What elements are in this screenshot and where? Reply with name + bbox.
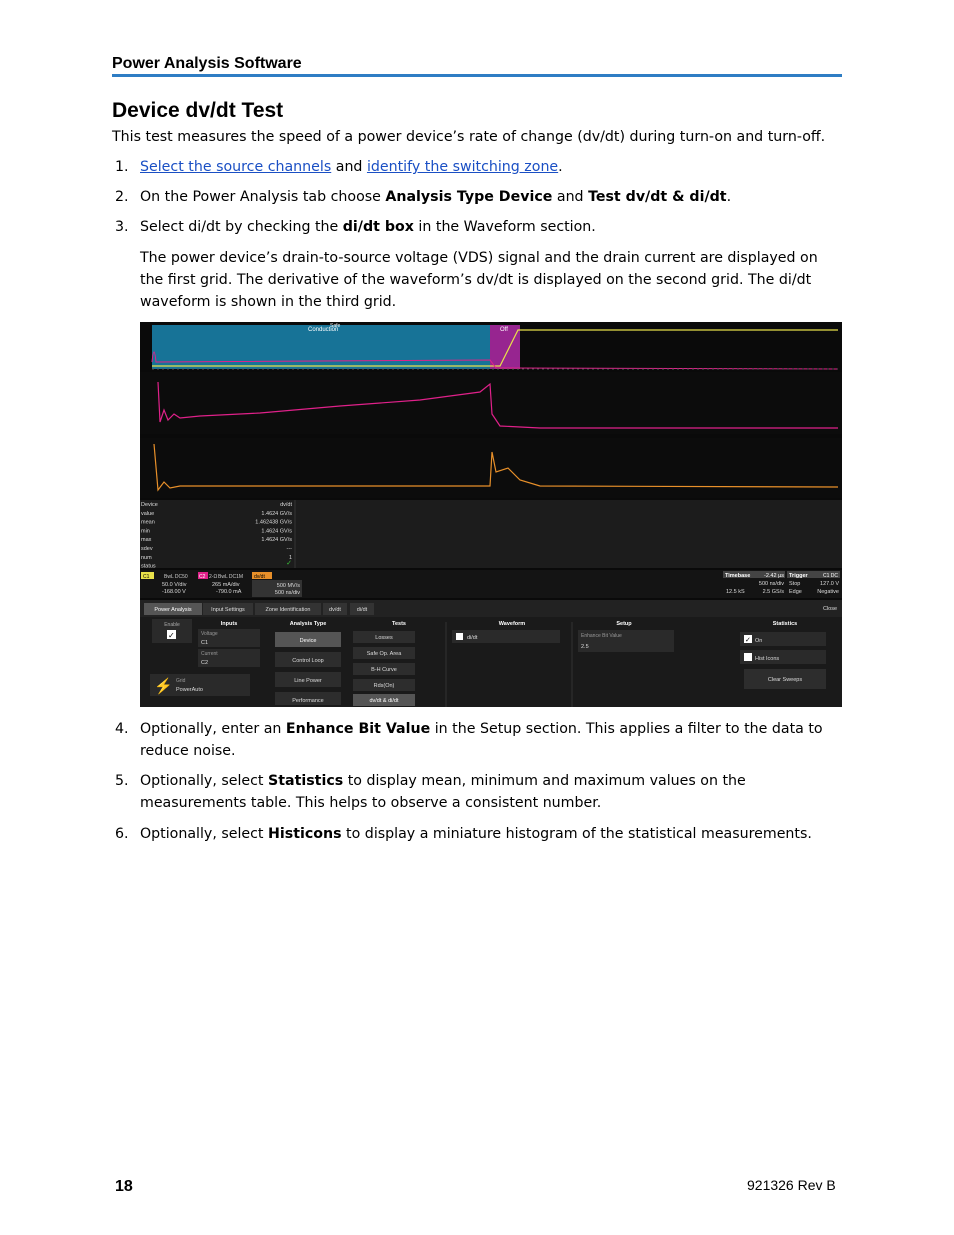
- step-bold: Analysis Type Device: [385, 189, 553, 205]
- tests-header: Tests: [392, 621, 406, 627]
- step-bold: Statistics: [268, 773, 344, 789]
- identify-switching-zone-link[interactable]: identify the switching zone: [366, 159, 559, 175]
- inputs-header: Inputs: [220, 621, 238, 627]
- check-icon: ✓: [168, 631, 175, 640]
- step-text: Optionally, enter an: [140, 721, 286, 737]
- step-text: .: [558, 159, 563, 175]
- grid-value: PowerAuto: [176, 687, 203, 693]
- ch2-prefix: 2-Ω: [209, 574, 218, 580]
- stats-on-label: On: [755, 638, 763, 644]
- tests-button-label: Rds(On): [373, 683, 395, 689]
- histicons-checkbox[interactable]: [744, 653, 752, 661]
- zone-off-label: Off: [500, 327, 508, 333]
- timebase-samples: 12.5 kS: [726, 589, 745, 595]
- measurement-label: Device: [141, 502, 158, 508]
- step-bold: di/dt box: [342, 219, 414, 235]
- trigger-type: Edge: [789, 589, 802, 595]
- header-rule: [112, 74, 842, 77]
- measurement-table-background: [140, 500, 842, 568]
- step-text: .: [726, 189, 732, 205]
- trigger-mode: Stop: [789, 581, 801, 587]
- dvdt-time: 500 ns/div: [274, 590, 300, 596]
- step-bold: Histicons: [268, 826, 342, 842]
- step-number: 5.: [115, 773, 129, 789]
- timebase-label: Timebase: [725, 573, 751, 579]
- tab-label: Zone Identification: [265, 607, 311, 613]
- measurement-value: 1.4624 GV/s: [261, 510, 292, 517]
- section-title: Device dv/dt Test: [112, 99, 284, 122]
- measurement-label: num: [141, 554, 152, 561]
- step-text: to display mean, minimum and maximum values on the measurements table. This helps to observe a consistent number.: [140, 773, 746, 811]
- tab-label: Input Settings: [211, 607, 245, 613]
- analysis-button-label: Device: [299, 638, 317, 644]
- description-paragraph: The power device’s drain-to-source voltage (VDS) signal and the drain current are displayed on the first grid. The derivative of the waveform’s dv/dt is displayed on the second grid. The di/dt waveform is shown in the third grid.: [140, 250, 818, 310]
- step-number: 1.: [115, 159, 129, 175]
- tests-button-label: dv/dt & di/dt: [369, 698, 399, 704]
- measurement-value: 1.4624 GV/s: [261, 528, 292, 535]
- step-text: Optionally, select: [140, 773, 269, 789]
- enable-label: Enable: [164, 622, 180, 628]
- histicons-label: Hist Icons: [755, 656, 780, 662]
- header-title: Power Analysis Software: [112, 55, 302, 72]
- stats-on-field[interactable]: [740, 632, 826, 646]
- close-button[interactable]: Close: [822, 606, 837, 612]
- analysis-button-label: Performance: [292, 698, 324, 704]
- trigger-level: 127.0 V: [820, 581, 839, 587]
- step-number: 3.: [115, 219, 129, 235]
- measurement-label: min: [141, 528, 150, 535]
- zone-conduction-label: Conduction: [308, 327, 339, 333]
- setup-header: Setup: [616, 621, 632, 627]
- measurement-value: 1.4624 GV/s: [261, 537, 292, 544]
- ch2-scale: 265 mA/div: [212, 582, 240, 588]
- timebase-delay: -2.42 µs: [764, 573, 784, 579]
- check-icon: ✓: [745, 637, 751, 644]
- ch2-tag-label: C2: [199, 574, 206, 580]
- clear-sweeps-label: Clear Sweeps: [767, 677, 803, 683]
- timebase-tdiv: 500 ns/div: [758, 581, 784, 587]
- analysis-type-header: Analysis Type: [289, 621, 327, 627]
- meas-col-header: dv/dt: [280, 502, 292, 508]
- trigger-channel: C1 DC: [822, 573, 838, 579]
- dvdt-tag-label: dv/dt: [254, 574, 265, 580]
- ch2-coupling: BwL DC1M: [218, 574, 244, 580]
- step-text: Select di/dt by checking the: [140, 219, 343, 235]
- step-text: and: [552, 189, 589, 205]
- didt-checkbox[interactable]: [456, 633, 463, 640]
- ch1-coupling: BwL DC50: [164, 574, 188, 580]
- statistics-header: Statistics: [772, 621, 798, 627]
- grid-3: [140, 438, 842, 498]
- select-source-channels-link[interactable]: Select the source channels: [140, 159, 332, 175]
- measurement-label: mean: [141, 519, 155, 526]
- measurement-value: 1: [288, 554, 292, 561]
- measurement-label: value: [141, 510, 155, 517]
- analysis-button-label: Line Power: [294, 678, 322, 684]
- power-analysis-dialog: [140, 617, 842, 707]
- step-bold: Enhance Bit Value: [285, 721, 431, 737]
- page-header: [112, 55, 842, 73]
- didt-checkbox-label: di/dt: [467, 635, 478, 641]
- enhance-bit-value: 2.5: [581, 644, 589, 650]
- waveform-header: Waveform: [498, 621, 526, 627]
- step-text: in the Setup section. This applies a filter to the data to reduce noise.: [140, 721, 823, 759]
- channel-descriptors: [140, 570, 842, 598]
- measurement-value: 1.462438 GV/s: [255, 519, 292, 526]
- document-revision: 921326 Rev B: [747, 1177, 836, 1193]
- step-text: in the Waveform section.: [413, 219, 596, 235]
- histicons-field[interactable]: [740, 650, 826, 664]
- tests-button-label: B-H Curve: [371, 667, 397, 673]
- tests-button-label: Losses: [375, 635, 393, 641]
- step-text: Optionally, select: [140, 826, 269, 842]
- voltage-label: Voltage: [201, 631, 218, 637]
- ch2-offset: -790.0 mA: [216, 589, 242, 595]
- ch1-scale: 50.0 V/div: [162, 582, 187, 588]
- dialog-tabs: [140, 600, 842, 617]
- ch1-tag-label: C1: [143, 574, 150, 580]
- current-label: Current: [201, 651, 218, 657]
- zone-safe-label: Safe: [330, 323, 341, 329]
- step-bold: Test dv/dt & di/dt: [588, 189, 727, 205]
- trigger-slope: Negative: [817, 589, 839, 595]
- lightning-icon: ⚡: [154, 678, 173, 695]
- page-number: 18: [115, 1178, 133, 1195]
- measurement-label: max: [141, 537, 152, 544]
- ch1-offset: -168.00 V: [162, 589, 186, 595]
- measurement-label: sdev: [141, 546, 153, 552]
- trigger-label: Trigger: [789, 573, 808, 579]
- step-text: On the Power Analysis tab choose: [140, 189, 386, 205]
- tab-label: di/dt: [356, 607, 368, 613]
- analysis-button-label: Control Loop: [292, 658, 324, 664]
- measurement-table: [140, 500, 842, 570]
- enhance-bit-label: Enhance Bit Value: [581, 633, 622, 639]
- timebase-rate: 2.5 GS/s: [762, 589, 784, 595]
- tab-label: Power Analysis: [154, 607, 192, 613]
- step-text: and: [331, 159, 367, 175]
- intro-text: This test measures the speed of a power device’s rate of change (dv/dt) during turn-on and turn-off.: [112, 129, 826, 145]
- measurement-value: ---: [286, 546, 292, 552]
- step-number: 4.: [115, 721, 129, 737]
- step-number: 6.: [115, 826, 129, 842]
- current-value: C2: [201, 660, 209, 666]
- voltage-value: C1: [201, 640, 209, 646]
- measurement-label: status: [141, 563, 156, 570]
- tab-label: dv/dt: [329, 607, 341, 613]
- tests-button-label: Safe Op. Area: [366, 651, 402, 657]
- grid-label: Grid: [176, 678, 186, 684]
- oscilloscope-screenshot: [140, 322, 842, 707]
- status-check-icon: ✓: [286, 560, 292, 567]
- step-text: to display a miniature histogram of the statistical measurements.: [341, 826, 812, 842]
- dvdt-scale: 500 MV/s: [276, 583, 300, 589]
- step-number: 2.: [115, 189, 129, 205]
- grid-2: [140, 372, 842, 434]
